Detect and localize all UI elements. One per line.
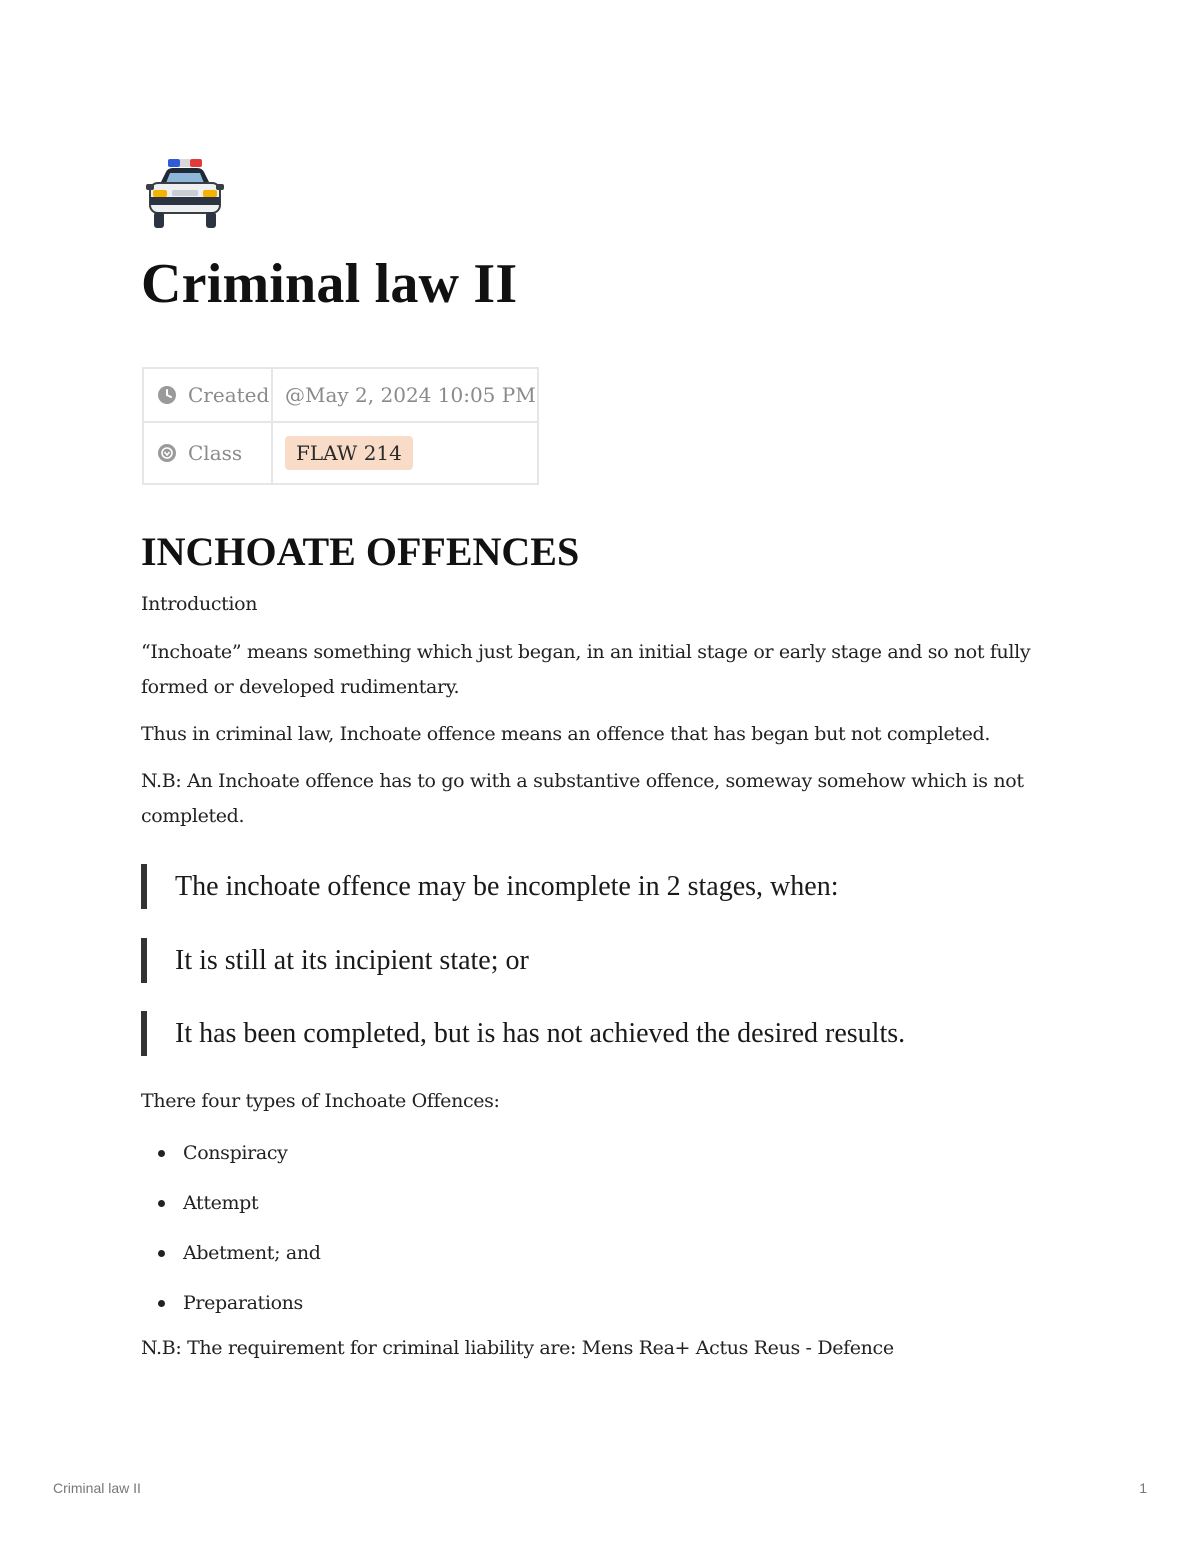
list-item-text: Attempt	[183, 1192, 259, 1214]
types-list	[141, 1135, 321, 1335]
paragraph-criminal-law-meaning: Thus in criminal law, Inchoate offence means an offence that has began but not completed.	[141, 723, 991, 745]
liability-note: N.B: The requirement for criminal liability are: Mens Rea+ Actus Reus - Defence	[141, 1337, 894, 1359]
paragraph-note-line-2: completed.	[141, 805, 245, 827]
list-item	[141, 1285, 321, 1335]
list-item-text: Conspiracy	[183, 1142, 288, 1164]
quote-block-2: It is still at its incipient state; or	[141, 938, 529, 983]
quote-block-3: It has been completed, but is has not achieved the desired results.	[141, 1011, 905, 1056]
property-key-label: Class	[188, 441, 243, 465]
footer-title: Criminal law II	[53, 1480, 141, 1496]
page-title: Criminal law II	[141, 253, 518, 315]
list-item-text: Preparations	[183, 1292, 303, 1314]
class-tag[interactable]: FLAW 214	[285, 436, 413, 470]
section-heading: INCHOATE OFFENCES	[141, 529, 580, 574]
property-created	[143, 368, 538, 422]
clock-icon	[156, 384, 178, 406]
police-car-icon	[142, 156, 228, 236]
paragraph-note-line-1: N.B: An Inchoate offence has to go with a substantive offence, someway somehow which is not	[141, 770, 1024, 792]
bullet-icon	[158, 1200, 165, 1207]
list-item	[141, 1235, 321, 1285]
property-class	[143, 422, 538, 484]
bullet-icon	[158, 1150, 165, 1157]
paragraph-inchoate-definition-line-2: formed or developed rudimentary.	[141, 676, 460, 698]
property-key-class[interactable]	[143, 422, 272, 484]
intro-text: Introduction	[141, 593, 258, 615]
list-item	[141, 1135, 321, 1185]
list-item-text: Abetment; and	[183, 1242, 321, 1264]
quote-block-1: The inchoate offence may be incomplete in 2 stages, when:	[141, 864, 838, 909]
bullet-icon	[158, 1300, 165, 1307]
property-key-label: Created	[188, 383, 270, 407]
paragraph-inchoate-definition-line-1: “Inchoate” means something which just began, in an initial stage or early stage and so not fully	[141, 641, 1031, 663]
types-intro: There four types of Inchoate Offences:	[141, 1090, 500, 1112]
list-item	[141, 1185, 321, 1235]
property-value-class[interactable]	[272, 422, 538, 484]
page-number: 1	[1139, 1480, 1147, 1496]
properties-table	[142, 367, 539, 485]
property-value-created[interactable]: @May 2, 2024 10:05 PM	[272, 368, 538, 422]
property-key-created[interactable]	[143, 368, 272, 422]
bullet-icon	[158, 1250, 165, 1257]
select-icon	[156, 442, 178, 464]
